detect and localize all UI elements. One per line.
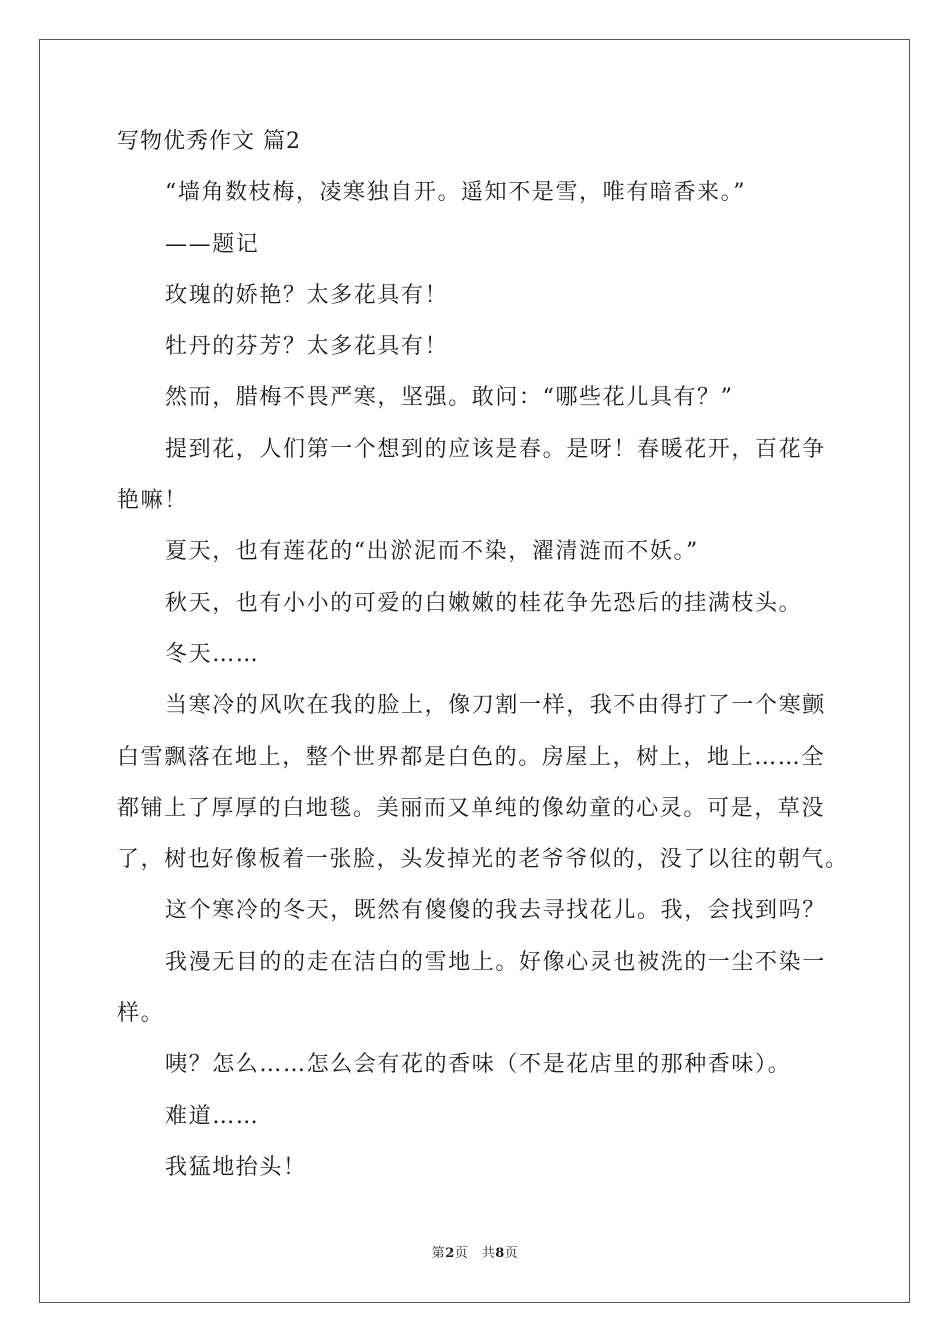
document-title: 写物优秀作文 篇2 — [117, 129, 301, 154]
footer-page-mid: 页 共 — [454, 1246, 496, 1261]
paragraph-line: 冬天…… — [165, 641, 260, 667]
paragraph-line: 我猛地抬头！ — [165, 1154, 307, 1180]
footer-page-number: 2 — [445, 1246, 455, 1261]
paragraph-line: 牡丹的芬芳？太多花具有！ — [165, 334, 449, 360]
paragraph-line: 秋天，也有小小的可爱的白嫩嫩的桂花争先恐后的挂满枝头。 — [165, 590, 803, 616]
paragraph-line: 咦？怎么……怎么会有花的香味（不是花店里的那种香味）。 — [165, 1052, 792, 1078]
footer-page-prefix: 第 — [431, 1246, 446, 1261]
paragraph-line: 然而，腊梅不畏严寒，坚强。敢问：“哪些花儿具有？” — [165, 385, 734, 411]
footer-total-pages: 8 — [495, 1246, 505, 1261]
paragraph-line: 当寒冷的风吹在我的脸上，像刀割一样，我不由得打了一个寒颤 — [165, 693, 826, 719]
paragraph-line: 这个寒冷的冬天，既然有傻傻的我去寻找花儿。我，会找到吗？ — [165, 898, 826, 924]
paragraph-continuation: 艳嘛！ — [117, 488, 188, 514]
paragraph-line: 玫瑰的娇艳？太多花具有！ — [165, 282, 449, 308]
paragraph-line: “墙角数枝梅，凌寒独自开。遥知不是雪，唯有暗香来。” — [165, 180, 747, 206]
paragraph-line: ——题记 — [165, 231, 260, 257]
paragraph-continuation: 白雪飘落在地上，整个世界都是白色的。房屋上，树上，地上……全 — [117, 744, 826, 770]
paragraph-continuation: 了，树也好像板着一张脸，头发掉光的老爷爷似的，没了以往的朝气。 — [117, 847, 849, 873]
document-body — [117, 128, 849, 1205]
paragraph-line: 难道…… — [165, 1103, 260, 1129]
paragraph-line: 提到花，人们第一个想到的应该是春。是呀！春暖花开，百花争 — [165, 436, 826, 462]
footer-page-suffix: 页 — [504, 1246, 519, 1261]
paragraph-line: 夏天，也有莲花的“出淤泥而不染，濯清涟而不妖。” — [165, 539, 699, 565]
paragraph-continuation: 样。 — [117, 1001, 165, 1027]
paragraph-continuation: 都铺上了厚厚的白地毯。美丽而又单纯的像幼童的心灵。可是，草没 — [117, 795, 826, 821]
page-footer — [0, 1246, 950, 1262]
paragraph-line: 我漫无目的的走在洁白的雪地上。好像心灵也被洗的一尘不染一 — [165, 949, 826, 975]
